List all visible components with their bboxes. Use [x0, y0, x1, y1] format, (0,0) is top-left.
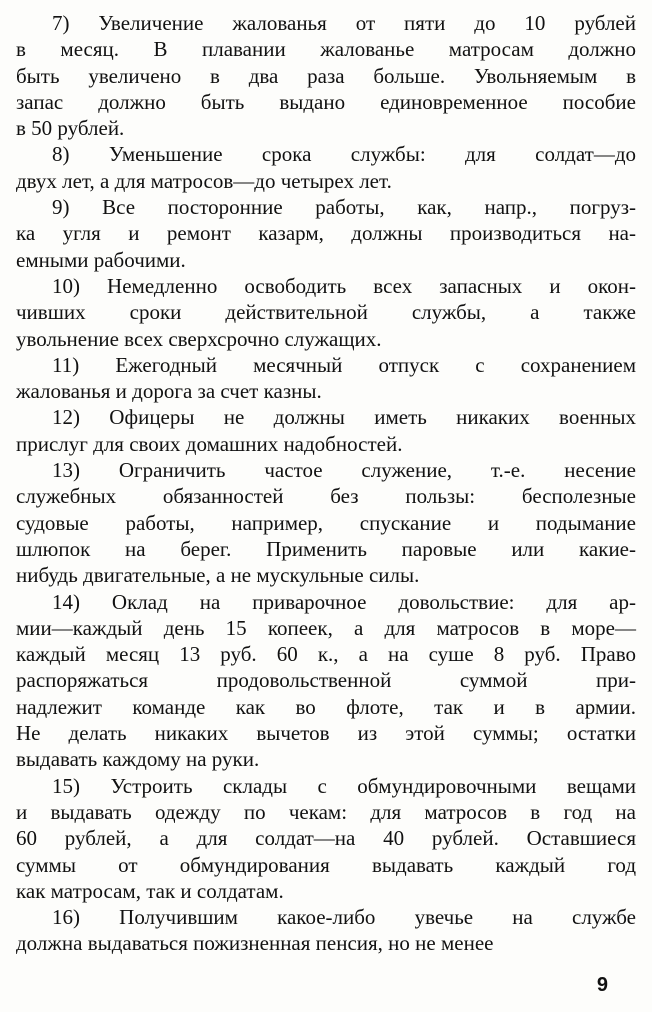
text-line: прислуг для своих домашних надобностей. — [16, 431, 403, 456]
text-line: быть увеличено в два раза больше. Увольняемым в — [16, 63, 636, 88]
text-line: 10) Немедленно освободить всех запасных и окон- — [52, 273, 636, 298]
text-line: мии—каждый день 15 копеек, а для матросов в море— — [16, 615, 636, 640]
paragraph-p15 — [16, 773, 636, 904]
text-line: шлюпок на берег. Применить паровые или какие- — [16, 536, 636, 561]
text-line: чивших сроки действительной службы, а также — [16, 300, 636, 325]
text-line: каждый месяц 13 руб. 60 к., а на суше 8 руб. Право — [16, 642, 636, 667]
text-line: судовые работы, например, спускание и подымание — [16, 510, 636, 535]
text-line: ка угля и ремонт казарм, должны производиться на- — [16, 221, 636, 246]
text-line: 12) Офицеры не должны иметь никаких военных — [52, 405, 636, 430]
text-line: двух лет, а для матросов—до четырех лет. — [16, 168, 392, 193]
paragraph-p12 — [16, 404, 636, 457]
page-text — [16, 10, 636, 957]
text-line: надлежит команде как во флоте, так и в армии. — [16, 694, 636, 719]
paragraph-p8 — [16, 141, 636, 194]
text-line: 16) Получившим какое-либо увечье на службе — [52, 905, 636, 930]
text-line: в 50 рублей. — [16, 116, 125, 141]
text-line: 8) Уменьшение срока службы: для солдат—до — [52, 142, 636, 167]
text-line: суммы от обмундирования выдавать каждый год — [16, 852, 636, 877]
text-line: и выдавать одежду по чекам: для матросов в год на — [16, 799, 636, 824]
paragraph-p14 — [16, 589, 636, 773]
paragraph-p13 — [16, 457, 636, 588]
text-line: емными рабочими. — [16, 247, 186, 272]
page-number: 9 — [596, 974, 608, 996]
text-line: распоряжаться продовольственной суммой при- — [16, 668, 636, 693]
text-line: 14) Оклад на приварочное довольствие: для ар- — [52, 589, 636, 614]
text-line: увольнение всех сверхсрочно служащих. — [16, 326, 382, 351]
text-line: 60 рублей, а для солдат—на 40 рублей. Оставшиеся — [16, 826, 636, 851]
text-line: нибудь двигательные, а не мускульные силы. — [16, 563, 420, 588]
text-line: служебных обязанностей без пользы: бесполезные — [16, 484, 636, 509]
text-line: 15) Устроить склады с обмундировочными вещами — [52, 773, 636, 798]
text-line: 11) Ежегодный месячный отпуск с сохранением — [52, 352, 636, 377]
text-line: жалованья и дорога за счет казны. — [16, 379, 322, 404]
text-line: 9) Все посторонние работы, как, напр., погруз- — [52, 195, 636, 220]
text-line: как матросам, так и солдатам. — [16, 878, 284, 903]
paragraph-p11 — [16, 352, 636, 405]
text-line: выдавать каждому на руки. — [16, 747, 260, 772]
paragraph-p9 — [16, 194, 636, 273]
text-line: Не делать никаких вычетов из этой суммы; остатки — [16, 721, 636, 746]
paragraph-p7 — [16, 10, 636, 141]
paragraph-p10 — [16, 273, 636, 352]
text-line: должна выдаваться пожизненная пенсия, но не менее — [16, 931, 494, 956]
text-line: 13) Ограничить частое служение, т.-е. несение — [52, 458, 636, 483]
text-line: в месяц. В плавании жалованье матросам должно — [16, 37, 636, 62]
paragraph-p16 — [16, 904, 636, 957]
text-line: 7) Увеличение жалованья от пяти до 10 рублей — [52, 11, 636, 35]
text-line: запас должно быть выдано единовременное пособие — [16, 89, 636, 114]
